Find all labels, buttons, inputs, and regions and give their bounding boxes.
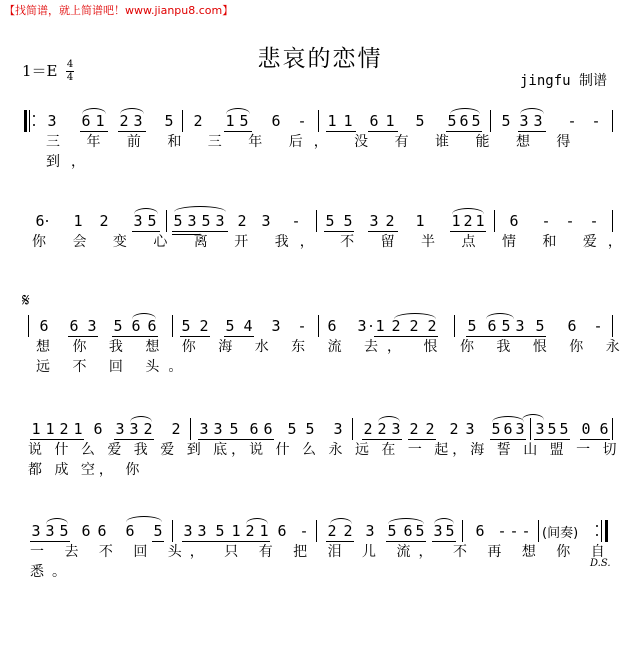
slur (134, 208, 158, 214)
slur (226, 108, 250, 114)
note: 5 (201, 212, 211, 230)
note: 5 (225, 317, 235, 335)
barline (316, 520, 317, 542)
note: 5 (415, 112, 425, 130)
note: 6 (271, 112, 281, 130)
note: 1 (231, 522, 241, 540)
note: - (589, 212, 599, 230)
note: 5 (59, 522, 69, 540)
note: 1 (451, 212, 461, 230)
note: 5 (445, 522, 455, 540)
barline (318, 315, 319, 337)
note: 2 (343, 522, 353, 540)
barline (172, 315, 173, 337)
repeat-dot (33, 115, 35, 117)
repeat-dot (596, 534, 598, 536)
slur (486, 313, 514, 319)
dal-segno-mark: D.S. (590, 558, 611, 569)
lyric-line: 想 你 我 想 你 海 水 东 流 去， 恨 你 我 恨 你 永 远 不 回 头。 (36, 339, 629, 375)
note: 6 (69, 317, 79, 335)
note: 2 (427, 317, 437, 335)
lyric-row (0, 232, 640, 254)
repeat-barline (24, 110, 27, 132)
note: - (509, 522, 519, 540)
site-banner[interactable]: 【找简谱，就上简谱吧！www.jianpu8.com】 (4, 4, 234, 17)
note: 6 (81, 112, 91, 130)
score-system-4 (0, 408, 640, 498)
note: 5 (547, 420, 557, 438)
note: 6 (131, 317, 141, 335)
note: - (299, 522, 309, 540)
note: - (297, 112, 307, 130)
note: 2 (363, 420, 373, 438)
note: 2 (409, 317, 419, 335)
note: - (521, 522, 531, 540)
barline (538, 520, 539, 542)
note: 5 (559, 420, 569, 438)
note: 1 (73, 212, 83, 230)
interlude-label: (间奏) (542, 526, 579, 541)
repeat-dot (596, 525, 598, 527)
note: 1 (45, 420, 55, 438)
key-signature: 1＝E (22, 62, 58, 80)
note: 5 (164, 112, 174, 130)
meter-bottom: 4 (66, 72, 74, 83)
note: 2 (377, 420, 387, 438)
note: 5 (501, 112, 511, 130)
slur (130, 416, 152, 422)
note: 5 (147, 212, 157, 230)
note: 3 (87, 317, 97, 335)
slur (246, 518, 268, 524)
barline (190, 418, 191, 440)
note: 3 (215, 212, 225, 230)
note: 2 (385, 212, 395, 230)
note: 5 (305, 420, 315, 438)
note: 5 (113, 317, 123, 335)
note: 5 (173, 212, 183, 230)
barline (612, 210, 613, 232)
note: 1 (95, 112, 105, 130)
note: 2 (391, 317, 401, 335)
note: 5 (239, 112, 249, 130)
score-system-2 (0, 200, 640, 290)
score-system-5 (0, 510, 640, 600)
arranger-credit: jingfu 制谱 (520, 73, 608, 89)
repeat-barline (605, 520, 608, 542)
lyric-row (0, 132, 640, 170)
note: 3 (129, 420, 139, 438)
note: 5 (535, 317, 545, 335)
note: 3 (47, 112, 57, 130)
slur (388, 518, 424, 524)
note: 5 (387, 522, 397, 540)
note: 6 (509, 212, 519, 230)
time-signature (66, 60, 74, 83)
slur (120, 108, 144, 114)
note: 5 (471, 112, 481, 130)
score-system-1 (0, 100, 640, 190)
note: 1 (259, 522, 269, 540)
note: 2 (425, 420, 435, 438)
slur (394, 313, 436, 319)
note: 6 (39, 317, 49, 335)
meter-top: 4 (66, 59, 74, 70)
slur (522, 414, 544, 420)
slur (378, 416, 400, 422)
note: 3 (197, 522, 207, 540)
note: 1 (385, 112, 395, 130)
note: 5 (491, 420, 501, 438)
note: 2 (327, 522, 337, 540)
barline (28, 315, 29, 337)
note: 2 (143, 420, 153, 438)
note: - (297, 317, 307, 335)
barline (612, 315, 613, 337)
barline (172, 520, 173, 542)
note: 3 (535, 420, 545, 438)
note: 5 (467, 317, 477, 335)
note: 3 (357, 317, 367, 335)
note: 3 (199, 420, 209, 438)
note: 3 (365, 522, 375, 540)
lyric-line: 你 会 变 心 离 开 我， 不 留 半 点 情 和 爱， (32, 234, 633, 250)
note: 3 (183, 522, 193, 540)
note: 1 (475, 212, 485, 230)
note: 1 (375, 317, 385, 335)
note: 6 (125, 522, 135, 540)
note: 5 (287, 420, 297, 438)
note: 1 (225, 112, 235, 130)
repeat-dot (33, 124, 35, 126)
note: 6 (567, 317, 577, 335)
note: 6 (599, 420, 609, 438)
note: 0 (581, 420, 591, 438)
note: 5 (415, 522, 425, 540)
note: 3 (133, 212, 143, 230)
note: 6 (459, 112, 469, 130)
note: 3 (333, 420, 343, 438)
note: 1 (73, 420, 83, 438)
note: 6 (81, 522, 91, 540)
note: 2 (463, 212, 473, 230)
lyric-row (0, 542, 640, 580)
note: 3 (187, 212, 197, 230)
note: 3 (465, 420, 475, 438)
note: 3 (133, 112, 143, 130)
barline (352, 418, 353, 440)
barline (462, 520, 463, 542)
note: 1 (415, 212, 425, 230)
repeat-barline-thin (29, 110, 30, 132)
note: 5 (181, 317, 191, 335)
note: 6 (147, 317, 157, 335)
barline (530, 418, 531, 440)
note: - (291, 212, 301, 230)
note: 2 (99, 212, 109, 230)
slur (450, 108, 480, 114)
slur (330, 518, 352, 524)
slur (132, 313, 156, 319)
slur (82, 108, 106, 114)
note: 6 (277, 522, 287, 540)
note: 5 (501, 317, 511, 335)
barline (454, 315, 455, 337)
note: 1 (31, 420, 41, 438)
slur (492, 416, 524, 422)
note: 3 (433, 522, 443, 540)
note: 6 (369, 112, 379, 130)
note: 3 (261, 212, 271, 230)
slur (126, 516, 162, 522)
note: 2 (59, 420, 69, 438)
note: 1 (343, 112, 353, 130)
note: - (541, 212, 551, 230)
note: 1 (327, 112, 337, 130)
barline (612, 110, 613, 132)
note: 5 (343, 212, 353, 230)
slur (520, 108, 544, 114)
note: 6 (503, 420, 513, 438)
note: - (497, 522, 507, 540)
note: 6 (475, 522, 485, 540)
note: 3 (115, 420, 125, 438)
segno-sign: 𝄋 (22, 290, 30, 311)
note: - (567, 112, 577, 130)
note: 6 (93, 420, 103, 438)
note: 5 (153, 522, 163, 540)
note: 2 (409, 420, 419, 438)
note: 6 (35, 212, 45, 230)
note: 3 (515, 420, 525, 438)
note: 2 (171, 420, 181, 438)
note: 3 (31, 522, 41, 540)
note: - (593, 317, 603, 335)
repeat-barline-thin (601, 520, 602, 542)
note: 3 (515, 317, 525, 335)
slur (434, 518, 454, 524)
note: 6 (263, 420, 273, 438)
barline (494, 210, 495, 232)
note: 6 (487, 317, 497, 335)
note: 5 (447, 112, 457, 130)
lyric-line: 一 去 不 回 头， 只 有 把 泪 儿 流， 不 再 想 你 自 悉。 (30, 544, 613, 580)
note: 3 (369, 212, 379, 230)
note: 2 (119, 112, 129, 130)
slur (46, 518, 68, 524)
lyric-row (0, 337, 640, 375)
note: - (591, 112, 601, 130)
note: 2 (245, 522, 255, 540)
barline (490, 110, 491, 132)
augmentation-dot (46, 220, 48, 222)
note: 2 (449, 420, 459, 438)
note: 2 (193, 112, 203, 130)
lyric-row (0, 440, 640, 478)
note: 6 (97, 522, 107, 540)
note: 3 (213, 420, 223, 438)
note: 3 (519, 112, 529, 130)
note: 3 (391, 420, 401, 438)
note: - (565, 212, 575, 230)
score-system-3 (0, 305, 640, 395)
note: 5 (325, 212, 335, 230)
note: 2 (199, 317, 209, 335)
note: 5 (215, 522, 225, 540)
note: 3 (271, 317, 281, 335)
barline (182, 110, 183, 132)
barline (316, 210, 317, 232)
note: 3 (533, 112, 543, 130)
barline (612, 418, 613, 440)
barline (318, 110, 319, 132)
barline (166, 210, 167, 232)
note: 4 (243, 317, 253, 335)
note: 6 (249, 420, 259, 438)
note: 5 (229, 420, 239, 438)
note: 3 (45, 522, 55, 540)
note: 2 (237, 212, 247, 230)
slur (174, 206, 226, 212)
lyric-line: 三 年 前 和 三 年 后， 没 有 谁 能 想 得 到， (46, 134, 582, 170)
slur (452, 208, 484, 214)
augmentation-dot (370, 325, 372, 327)
lyric-line: 说 什 么 爱 我 爱 到 底，说 什 么 永 远 在 一 起，海 誓 山 盟 一 切 都 成 空， 你 (28, 442, 621, 478)
note: 6 (327, 317, 337, 335)
song-title: 悲哀的恋情 (257, 46, 383, 72)
note: 6 (403, 522, 413, 540)
